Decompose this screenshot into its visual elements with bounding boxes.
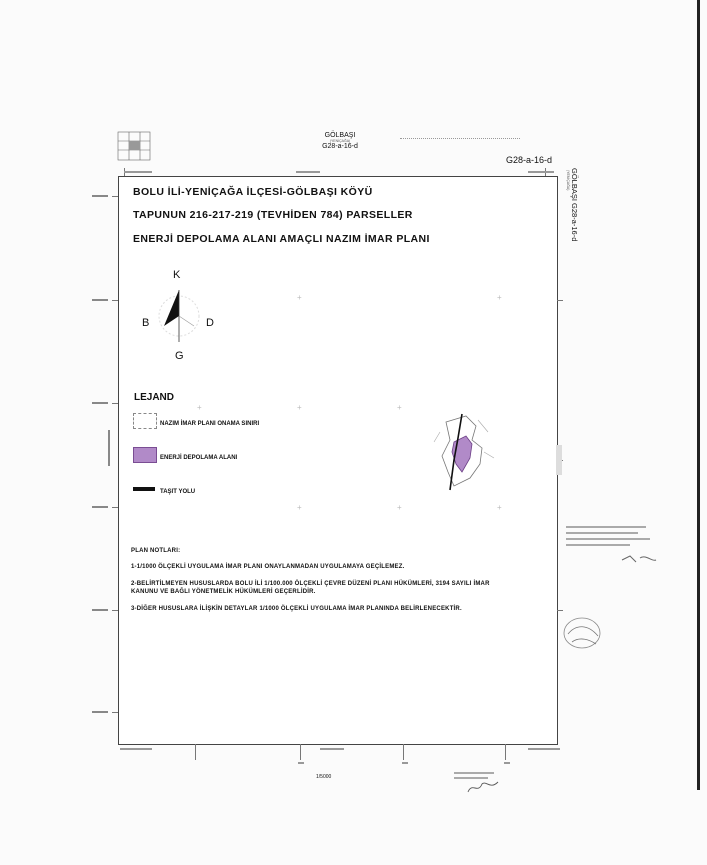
- side-label: GÖLBAŞI G28-a-16-d: [570, 168, 579, 242]
- title-line-2: TAPUNUN 216-217-219 (TEVHİDEN 784) PARSELLER: [133, 209, 413, 221]
- note-2: 2-BELİRTİLMEYEN HUSUSLARDA BOLU İLİ 1/100.000 ÖLÇEKLİ ÇEVRE DÜZENİ PLANI HÜKÜMLERİ, 3194 SAYILI İMAR KANUNU VE BAĞLI YÖNETMELİK HÜKÜMLERİ GEÇERLİDİR.: [131, 581, 490, 595]
- legend-swatch-energy-area: [133, 447, 157, 463]
- left-coordinate-marks: [90, 190, 116, 720]
- locality-sub: (YENİÇAĞA): [329, 139, 351, 143]
- legend-label-plan-boundary: NAZIM İMAR PLANI ONAMA SINIRI: [160, 421, 260, 427]
- plan-sheet: + + + + + + + +: [118, 176, 558, 745]
- compass-east: D: [206, 317, 214, 329]
- note-1: 1-1/1000 ÖLÇEKLİ UYGULAMA İMAR PLANI ONAYLANMADAN UYGULAMAYA GEÇİLEMEZ.: [131, 564, 405, 570]
- sheet-code-right: G28-a-16-d: [506, 155, 553, 165]
- compass-north: K: [173, 269, 181, 281]
- right-coordinate-mark: [556, 445, 562, 475]
- legend-heading: LEJAND: [134, 392, 175, 403]
- compass-west: B: [142, 317, 150, 329]
- legend-label-energy-area: ENERJİ DEPOLAMA ALANI: [160, 455, 238, 461]
- legend-swatch-plan-boundary: [133, 413, 157, 429]
- locality-name: GÖLBAŞI: [324, 132, 356, 139]
- side-label-block: [567, 168, 587, 248]
- scan-edge: [697, 0, 700, 790]
- seal-stamp-icon: [560, 610, 610, 656]
- sheet-code: G28-a-16-d: [322, 143, 358, 150]
- index-map-grid: [114, 128, 154, 164]
- header-block: [300, 132, 380, 150]
- legend-swatch-road: [133, 482, 155, 496]
- parcel-map: [432, 412, 500, 494]
- compass-south: G: [175, 350, 184, 362]
- header-rule: [400, 138, 520, 139]
- notes-heading: PLAN NOTLARI:: [131, 548, 181, 554]
- title-line-1: BOLU İLİ-YENİÇAĞA İLÇESİ-GÖLBAŞI KÖYÜ: [133, 186, 373, 198]
- compass-rose: [152, 284, 208, 348]
- title-line-3: ENERJİ DEPOLAMA ALANI AMAÇLI NAZIM İMAR PLANI: [133, 233, 430, 245]
- legend-label-road: TAŞIT YOLU: [160, 489, 196, 495]
- side-sub: (YENİÇAĞA): [566, 170, 570, 191]
- approval-stamp: [566, 524, 661, 572]
- signature-block: [450, 770, 510, 796]
- scale-label: 1/5000: [316, 774, 332, 780]
- note-3: 3-DİĞER HUSUSLARA İLİŞKİN DETAYLAR 1/1000 ÖLÇEKLİ UYGULAMA İMAR PLANINDA BELİRLENECEKTİR.: [131, 606, 462, 612]
